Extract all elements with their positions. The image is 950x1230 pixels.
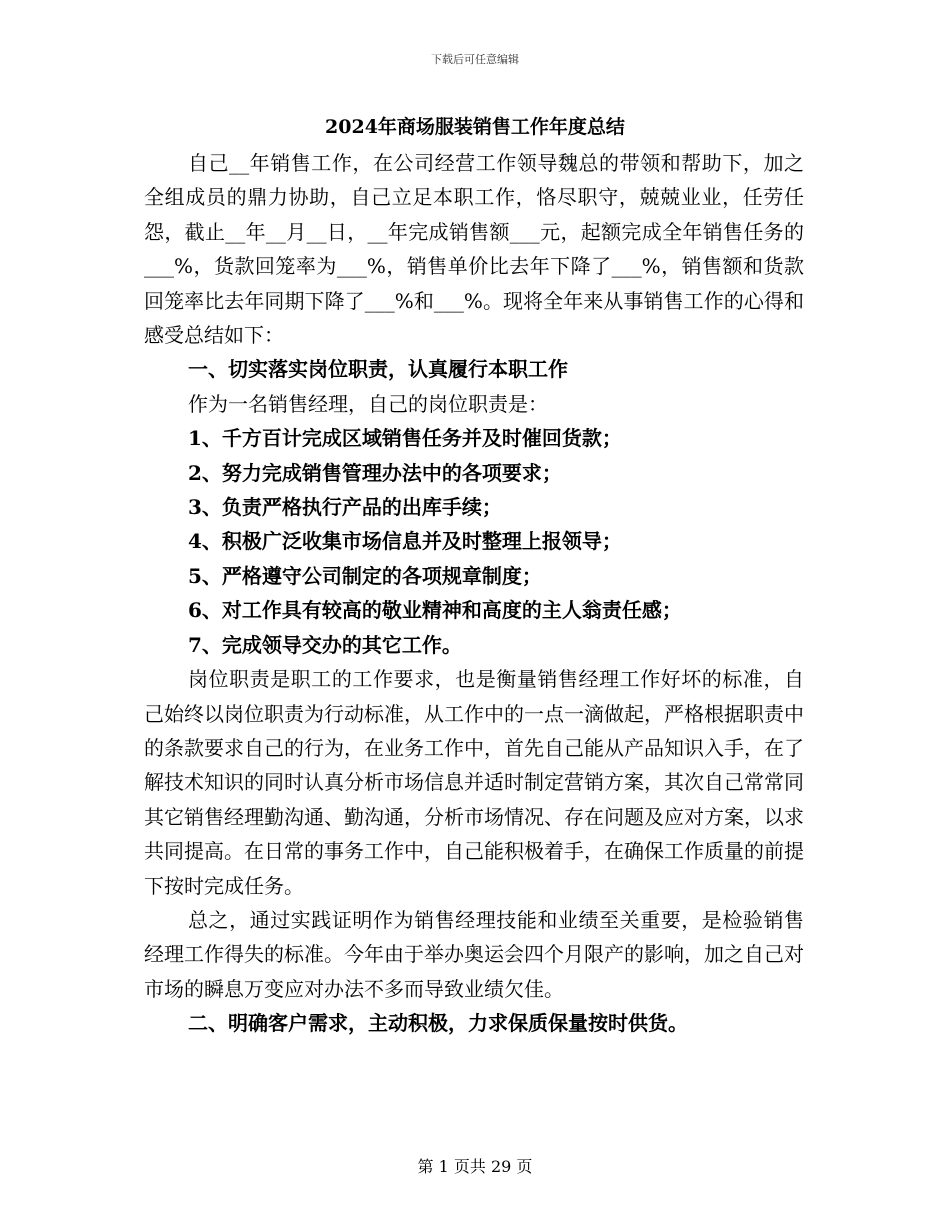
section-heading-2: 二、明确客户需求，主动积极，力求保质保量按时供货。: [188, 1011, 688, 1036]
duty-item: 3、负责严格执行产品的出库手续；: [188, 495, 502, 520]
duty-item: 1、千方百计完成区域销售任务并及时催回货款；: [188, 426, 622, 451]
header-note: 下载后可任意编辑: [431, 53, 519, 66]
body-paragraph: 岗位职责是职工的工作要求，也是衡量销售经理工作好坏的标准，自己始终以岗位职责为行动标准，从工作中的一点一滴做起，严格根据职责中的条款要求自己的行为，在业务工作中，首先自己能从产品知识入手，在了解技术知识的同时认真分析市场信息并适时制定营销方案，其次自己常常同其它销售经理勤沟通、勤沟通，分析市场情况、存在问题及应对方案，以求共同提高。在日常的事务工作中，自己能积极着手，在确保工作质量的前提下按时完成任务。: [144, 667, 804, 898]
duties-intro: 作为一名销售经理，自己的岗位职责是：: [188, 391, 548, 416]
body-paragraph: 总之，通过实践证明作为销售经理技能和业绩至关重要，是检验销售经理工作得失的标准。今年由于举办奥运会四个月限产的影响，加之自己对市场的瞬息万变应对办法不多而导致业绩欠佳。: [144, 907, 804, 1001]
page-number: 第 1 页共 29 页: [417, 1157, 533, 1176]
document-title: 2024年商场服装销售工作年度总结: [325, 116, 625, 138]
duty-item: 6、对工作具有较高的敬业精神和高度的主人翁责任感；: [188, 598, 682, 623]
document-body: [144, 146, 804, 1041]
section-heading-1: 一、切实落实岗位职责，认真履行本职工作: [188, 357, 568, 382]
duty-item: 4、积极广泛收集市场信息并及时整理上报领导；: [188, 529, 622, 554]
intro-paragraph: 自己__年销售工作，在公司经营工作领导魏总的带领和帮助下，加之全组成员的鼎力协助，自己立足本职工作，恪尽职守，兢兢业业，任劳任怨，截止__年__月__日，__年完成销售额___元，起额完成全年销售任务的___%，货款回笼率为___%，销售单价比去年下降了___%，销售额和货款回笼率比去年同期下降了___%和___%。现将全年来从事销售工作的心得和感受总结如下：: [144, 151, 804, 348]
duty-item: 2、努力完成销售管理办法中的各项要求；: [188, 460, 562, 485]
duty-item: 7、完成领导交办的其它工作。: [188, 632, 462, 657]
duty-item: 5、严格遵守公司制定的各项规章制度；: [188, 563, 542, 588]
